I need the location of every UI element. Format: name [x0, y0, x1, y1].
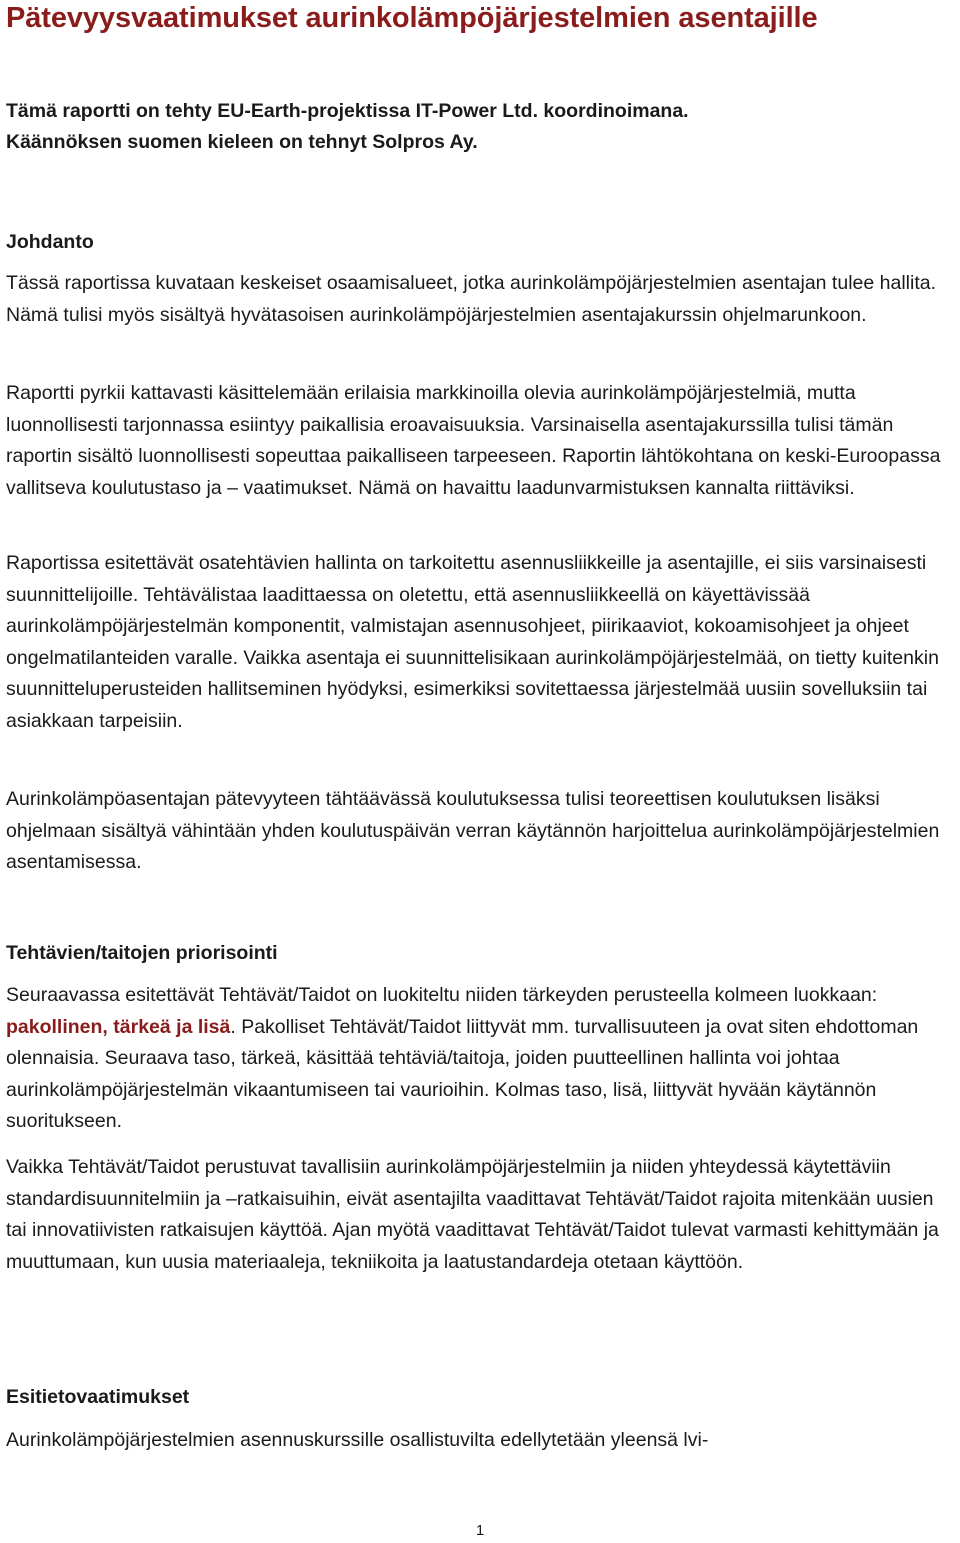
johdanto-paragraph-4: Aurinkolämpöasentajan pätevyyteen tähtäävässä koulutuksessa tulisi teoreettisen koulutuksen lisäksi ohjelmaan sisältyä vähintään yhden koulutuspäivän verran käytännön harjoittelua aurinkolämpöjärjestelmien asentamisessa.	[6, 788, 940, 873]
esitieto-paragraph-1: Aurinkolämpöjärjestelmien asennuskurssille osallistuvilta edellytetään yleensä lvi-	[6, 1429, 709, 1451]
section-heading-esitietovaatimukset: Esitietovaatimukset	[6, 1386, 190, 1408]
document-title: Pätevyysvaatimukset aurinkolämpöjärjestelmien asentajille	[6, 2, 818, 34]
priority-levels-emphasis: pakollinen, tärkeä ja lisä	[6, 1015, 231, 1038]
priorisointi-text-after: . Pakolliset Tehtävät/Taidot liittyvät mm. turvallisuuteen ja ovat siten ehdottoman olennaisia. Seuraava taso, tärkeä, käsittää tehtäviä/taitoja, joiden puutteellinen hallinta voi johtaa aurinkolämpöjärjestelmän vikaantumiseen tai vaurioihin. Kolmas taso, lisä, liittyvät hyvään käytännön suoritukseen.	[6, 1015, 919, 1132]
priorisointi-paragraph-2: Vaikka Tehtävät/Taidot perustuvat tavallisiin aurinkolämpöjärjestelmiin ja niiden yhteydessä käytettäviin standardisuunnitelmiin ja –ratkaisuihin, eivät asentajilta vaadittavat Tehtävät/Taidot rajoita mitenkään uusien tai innovatiivisten ratkaisujen käyttöä. Ajan myötä vaadittavat Tehtävät/Taidot tulevat varmasti kehittymään ja muuttumaan, kun uusia materiaaleja, tekniikoita ja laatustandardeja otetaan käyttöön.	[6, 1156, 939, 1273]
intro-line-2: Käännöksen suomen kieleen on tehnyt Solpros Ay.	[6, 131, 478, 153]
intro-block	[6, 96, 689, 158]
johdanto-paragraph-2: Raportti pyrkii kattavasti käsittelemään erilaisia markkinoilla olevia aurinkolämpöjärjestelmiä, mutta luonnollisesti tarjonnassa esiintyy paikallisia eroavaisuuksia. Varsinaisella asentajakurssilla tulisi tämän raportin sisältö luonnollisesti sopeuttaa paikalliseen tarpeeseen. Raportin lähtökohtana on keski-Euroopassa vallitseva koulutustaso ja – vaatimukset. Nämä on havaittu laadunvarmistuksen kannalta riittäviksi.	[6, 382, 941, 499]
section-heading-johdanto: Johdanto	[6, 231, 94, 253]
section-heading-priorisointi: Tehtävien/taitojen priorisointi	[6, 942, 278, 964]
page-number: 1	[475, 1522, 485, 1539]
priorisointi-text-before: Seuraavassa esitettävät Tehtävät/Taidot on luokiteltu niiden tärkeyden perusteella kolmeen luokkaan:	[6, 984, 878, 1006]
intro-line-1: Tämä raportti on tehty EU-Earth-projektissa IT-Power Ltd. koordinoimana.	[6, 100, 689, 122]
johdanto-paragraph-1: Tässä raportissa kuvataan keskeiset osaamisalueet, jotka aurinkolämpöjärjestelmien asentajan tulee hallita. Nämä tulisi myös sisältyä hyvätasoisen aurinkolämpöjärjestelmien asentajakurssin ohjelmarunkoon.	[6, 272, 937, 326]
priorisointi-paragraph-1	[6, 980, 956, 1138]
johdanto-paragraph-3: Raportissa esitettävät osatehtävien hallinta on tarkoitettu asennusliikkeille ja asentajille, ei siis varsinaisesti suunnittelijoille. Tehtävälistaa laadittaessa on oletettu, että asennusliikkeellä on käyettävissää aurinkolämpöjärjestelmän komponentit, valmistajan asennusohjeet, piirikaaviot, kokoamisohjeet ja ohjeet ongelmatilanteiden varalle. Vaikka asentaja ei suunnittelisikaan aurinkolämpöjärjestelmää, on tietty kuitenkin suunnitteluperusteiden hallitseminen hyödyksi, esimerkiksi sovitettaessa järjestelmää uusiin sovelluksiin tai asiakkaan tarpeisiin.	[6, 552, 939, 732]
